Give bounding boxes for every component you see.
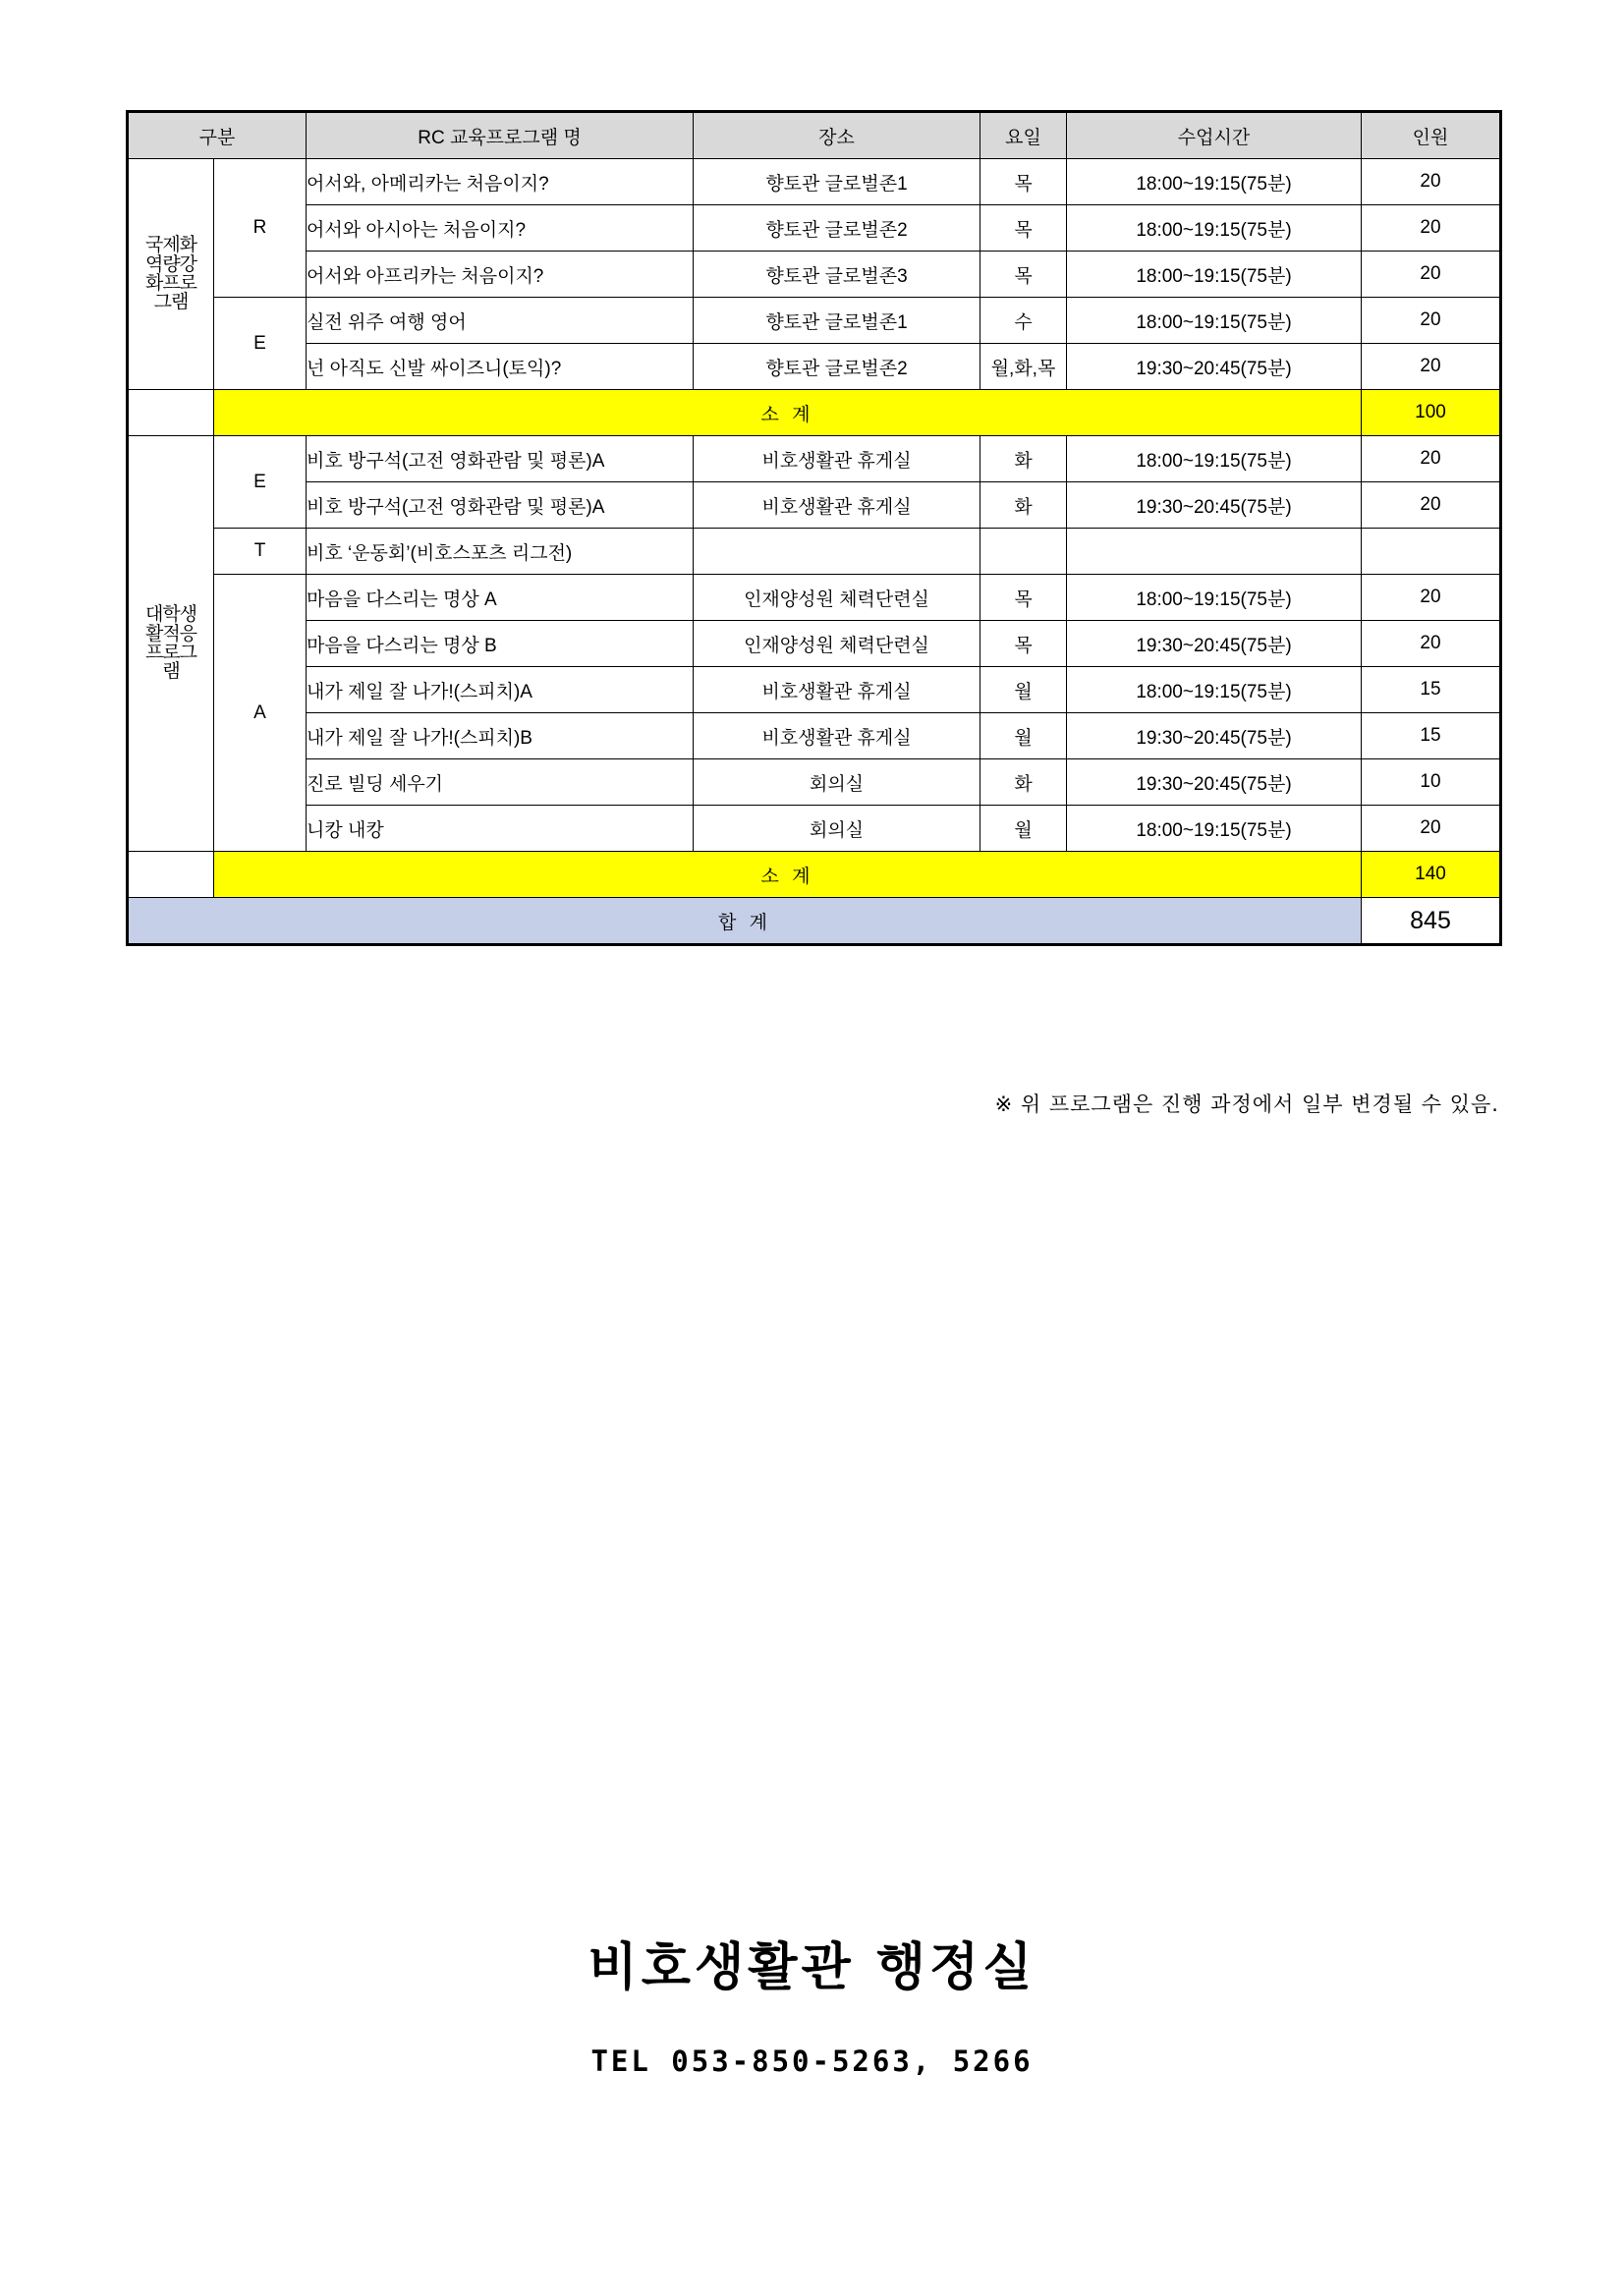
program-capacity: 20 [1362, 205, 1501, 252]
program-day: 월,화,목 [980, 344, 1067, 390]
program-name: 실전 위주 여행 영어 [307, 298, 694, 344]
program-time: 18:00~19:15(75분) [1067, 252, 1362, 298]
header-cell-capacity: 인원 [1362, 112, 1501, 159]
program-capacity: 10 [1362, 759, 1501, 806]
program-name: 내가 제일 잘 나가!(스피치)B [307, 713, 694, 759]
program-capacity: 20 [1362, 436, 1501, 482]
category-label: 국제화역량강화프로그램 [144, 235, 197, 313]
table-row [128, 344, 1501, 390]
program-name: 니캉 내캉 [307, 806, 694, 852]
program-name: 내가 제일 잘 나가!(스피치)A [307, 667, 694, 713]
program-name: 어서와 아프리카는 처음이지? [307, 252, 694, 298]
subtotal-blank-cell [128, 390, 214, 436]
program-capacity: 20 [1362, 575, 1501, 621]
table-row [128, 667, 1501, 713]
table-row [128, 482, 1501, 529]
program-place: 향토관 글로벌존1 [694, 298, 980, 344]
header-cell-program-name: RC 교육프로그램 명 [307, 112, 694, 159]
table-row [128, 205, 1501, 252]
program-day: 월 [980, 713, 1067, 759]
table-row [128, 436, 1501, 482]
subgroup-label-t: T [214, 529, 307, 575]
subgroup-label-a: A [214, 575, 307, 852]
program-day: 목 [980, 252, 1067, 298]
subtotal-row-campus-life [128, 852, 1501, 898]
table-row [128, 806, 1501, 852]
program-place: 향토관 글로벌존2 [694, 344, 980, 390]
subgroup-label-e2: E [214, 436, 307, 529]
table-header-row [128, 112, 1501, 159]
program-time: 18:00~19:15(75분) [1067, 159, 1362, 205]
subgroup-label-e: E [214, 298, 307, 390]
program-name: 비호 방구석(고전 영화관람 및 평론)A [307, 436, 694, 482]
footer [0, 1926, 1624, 2078]
total-row [128, 898, 1501, 945]
subtotal-blank-cell [128, 852, 214, 898]
schedule-table-wrapper [126, 110, 1499, 946]
program-place: 향토관 글로벌존3 [694, 252, 980, 298]
subtotal-value: 140 [1362, 852, 1501, 898]
program-time: 19:30~20:45(75분) [1067, 344, 1362, 390]
table-row [128, 252, 1501, 298]
program-day: 화 [980, 759, 1067, 806]
program-capacity: 20 [1362, 159, 1501, 205]
program-day: 목 [980, 575, 1067, 621]
program-name: 어서와, 아메리카는 처음이지? [307, 159, 694, 205]
program-name: 진로 빌딩 세우기 [307, 759, 694, 806]
table-row [128, 159, 1501, 205]
program-name: 비호 ‘운동회’(비호스포츠 리그전) [307, 529, 694, 575]
program-place: 향토관 글로벌존1 [694, 159, 980, 205]
program-capacity [1362, 529, 1501, 575]
category-label: 대학생활적응프로그램 [144, 604, 197, 683]
table-row [128, 529, 1501, 575]
program-capacity: 20 [1362, 298, 1501, 344]
program-place: 회의실 [694, 806, 980, 852]
table-row [128, 621, 1501, 667]
program-place: 비호생활관 휴게실 [694, 667, 980, 713]
program-time: 18:00~19:15(75분) [1067, 436, 1362, 482]
program-place: 인재양성원 체력단련실 [694, 621, 980, 667]
program-day: 목 [980, 621, 1067, 667]
table-row [128, 759, 1501, 806]
program-day: 화 [980, 482, 1067, 529]
program-place: 비호생활관 휴게실 [694, 482, 980, 529]
program-time: 18:00~19:15(75분) [1067, 806, 1362, 852]
program-place: 비호생활관 휴게실 [694, 436, 980, 482]
subtotal-value: 100 [1362, 390, 1501, 436]
program-time: 18:00~19:15(75분) [1067, 205, 1362, 252]
program-name: 마음을 다스리는 명상 B [307, 621, 694, 667]
program-day: 월 [980, 667, 1067, 713]
program-time [1067, 529, 1362, 575]
program-name: 어서와 아시아는 처음이지? [307, 205, 694, 252]
program-capacity: 20 [1362, 621, 1501, 667]
program-time: 19:30~20:45(75분) [1067, 621, 1362, 667]
program-place: 비호생활관 휴게실 [694, 713, 980, 759]
program-time: 18:00~19:15(75분) [1067, 298, 1362, 344]
program-day: 목 [980, 205, 1067, 252]
program-capacity: 20 [1362, 344, 1501, 390]
schedule-table [126, 110, 1502, 946]
program-time: 19:30~20:45(75분) [1067, 759, 1362, 806]
program-capacity: 20 [1362, 252, 1501, 298]
program-time: 18:00~19:15(75분) [1067, 575, 1362, 621]
program-day: 화 [980, 436, 1067, 482]
header-cell-time: 수업시간 [1067, 112, 1362, 159]
category-cell-international [128, 159, 214, 390]
program-day: 수 [980, 298, 1067, 344]
subgroup-label-r: R [214, 159, 307, 298]
program-day: 월 [980, 806, 1067, 852]
program-capacity: 20 [1362, 806, 1501, 852]
table-row [128, 713, 1501, 759]
program-place [694, 529, 980, 575]
program-capacity: 20 [1362, 482, 1501, 529]
subtotal-label: 소 계 [214, 390, 1362, 436]
total-label: 합 계 [128, 898, 1362, 945]
header-cell-day: 요일 [980, 112, 1067, 159]
subtotal-label: 소 계 [214, 852, 1362, 898]
program-capacity: 15 [1362, 713, 1501, 759]
header-cell-category: 구분 [128, 112, 307, 159]
program-place: 향토관 글로벌존2 [694, 205, 980, 252]
telephone-number: TEL 053-850-5263, 5266 [590, 2044, 1034, 2078]
table-row [128, 298, 1501, 344]
note-text: ※ 위 프로그램은 진행 과정에서 일부 변경될 수 있음. [994, 1092, 1499, 1116]
program-capacity: 15 [1362, 667, 1501, 713]
program-time: 18:00~19:15(75분) [1067, 667, 1362, 713]
program-place: 회의실 [694, 759, 980, 806]
table-row [128, 575, 1501, 621]
program-name: 마음을 다스리는 명상 A [307, 575, 694, 621]
category-cell-campus-life [128, 436, 214, 852]
program-day: 목 [980, 159, 1067, 205]
header-cell-place: 장소 [694, 112, 980, 159]
program-day [980, 529, 1067, 575]
program-name: 넌 아직도 신발 싸이즈니(토익)? [307, 344, 694, 390]
program-place: 인재양성원 체력단련실 [694, 575, 980, 621]
program-time: 19:30~20:45(75분) [1067, 713, 1362, 759]
subtotal-row-international [128, 390, 1501, 436]
program-name: 비호 방구석(고전 영화관람 및 평론)A [307, 482, 694, 529]
office-name: 비호생활관 행정실 [588, 1938, 1036, 1997]
total-value: 845 [1362, 898, 1501, 945]
program-time: 19:30~20:45(75분) [1067, 482, 1362, 529]
